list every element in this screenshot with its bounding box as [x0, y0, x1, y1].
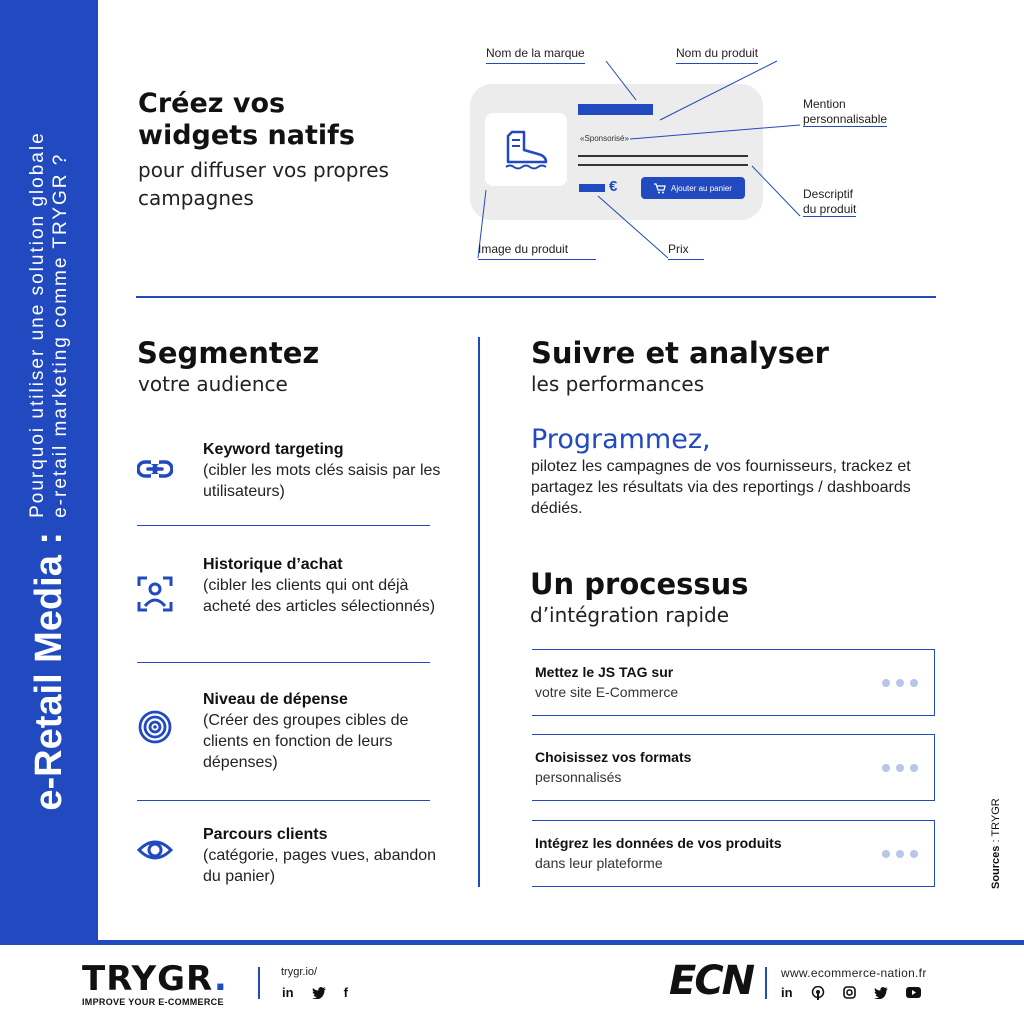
trygr-logo-text: TRYGR — [82, 959, 214, 999]
sources-value: : TRYGR — [990, 798, 1002, 846]
link-icon — [137, 451, 173, 487]
twitter-icon[interactable] — [312, 987, 326, 999]
currency-symbol: € — [609, 178, 618, 195]
instagram-icon[interactable] — [843, 986, 856, 999]
widget-title-line2: widgets natifs — [138, 120, 355, 151]
twitter-icon[interactable] — [874, 987, 888, 999]
segment-title: Segmentez — [137, 336, 320, 370]
trygr-logo-dot: . — [213, 959, 228, 999]
target-icon — [137, 709, 173, 745]
callout-brand: Nom de la marque — [486, 46, 585, 64]
sidebar-subtitle-line2: e-retail marketing comme TRYGR ? — [50, 152, 71, 518]
step-title: Intégrez les données de vos produits — [535, 835, 782, 851]
add-to-cart-label: Ajouter au panier — [671, 183, 732, 193]
linkedin-icon[interactable]: in — [781, 985, 793, 1000]
segment-item-desc: (cibler les clients qui ont déjà acheté des articles sélectionnés) — [203, 577, 436, 615]
segment-subtitle: votre audience — [138, 372, 288, 396]
callout-product: Nom du produit — [676, 46, 758, 64]
process-step-1 — [532, 649, 935, 716]
segment-separator — [137, 662, 430, 663]
program-description: pilotez les campagnes de vos fournisseurs, trackez et partagez les résultats via des reportings / dashboards dédiés. — [531, 458, 911, 517]
callout-description — [803, 187, 856, 217]
footer-top-border — [0, 940, 1024, 945]
widget-subtitle-line2: campagnes — [138, 186, 254, 210]
segment-item-title: Niveau de dépense — [203, 691, 348, 708]
sidebar-title: e-Retail Media : — [27, 531, 70, 811]
callout-description-line1: Descriptif — [803, 187, 854, 201]
segment-item-desc: (catégorie, pages vues, abandon du panier) — [203, 847, 437, 885]
segment-item-desc: (cibler les mots clés saisis par les utilisateurs) — [203, 462, 441, 500]
callout-mention-line2: personnalisable — [803, 112, 888, 126]
segment-separator — [137, 800, 430, 801]
eye-icon — [137, 832, 173, 868]
linkedin-icon[interactable]: in — [282, 985, 294, 1000]
trygr-social-links — [282, 985, 348, 1000]
callout-image: Image du produit — [478, 242, 596, 260]
segment-item-title: Parcours clients — [203, 826, 328, 843]
callout-mention — [803, 97, 887, 127]
facebook-icon[interactable]: f — [343, 985, 348, 1000]
sources-label: Sources — [990, 845, 1002, 889]
trygr-tagline: IMPROVE YOUR E-COMMERCE — [82, 997, 224, 1007]
segment-item-spending — [137, 689, 430, 779]
dots-icon — [882, 850, 918, 858]
section-divider — [136, 296, 936, 298]
widget-title-line1: Créez vos — [138, 88, 286, 119]
step-title: Mettez le JS TAG sur — [535, 664, 674, 680]
segment-item-journey — [137, 824, 437, 894]
ecn-url-link[interactable]: www.ecommerce-nation.fr — [781, 966, 927, 980]
sources-note — [990, 798, 1002, 889]
segment-item-history — [137, 554, 436, 644]
process-subtitle: d’intégration rapide — [530, 603, 730, 627]
segment-item-desc: (Créer des groupes cibles de clients en fonction de leurs dépenses) — [203, 712, 409, 771]
dots-icon — [882, 764, 918, 772]
step-desc: dans leur plateforme — [535, 855, 663, 871]
dots-icon — [882, 679, 918, 687]
step-title: Choisissez vos formats — [535, 749, 692, 765]
ecn-logo[interactable]: ECN — [669, 958, 754, 1004]
callout-description-line2: du produit — [803, 202, 857, 216]
process-step-3 — [532, 820, 935, 887]
segment-item-title: Historique d’achat — [203, 556, 343, 573]
podcast-icon[interactable] — [811, 986, 825, 1000]
user-scan-icon — [137, 576, 173, 612]
step-desc: votre site E-Commerce — [535, 684, 679, 700]
column-divider — [478, 337, 480, 887]
analyse-title: Suivre et analyser — [531, 336, 829, 370]
process-title: Un processus — [530, 567, 749, 601]
callout-mention-line1: Mention — [803, 97, 846, 111]
callout-price: Prix — [668, 242, 704, 260]
ecn-social-links — [781, 985, 921, 1000]
youtube-icon[interactable] — [906, 987, 921, 998]
segment-separator — [137, 525, 430, 526]
analyse-subtitle: les performances — [531, 372, 705, 396]
sidebar-subtitle-line1: Pourquoi utiliser une solution globale — [27, 131, 48, 518]
program-title: Programmez, — [531, 424, 711, 455]
footer-separator — [258, 967, 260, 999]
step-desc: personnalisés — [535, 769, 622, 785]
trygr-logo[interactable] — [82, 959, 228, 999]
sponsored-label: «Sponsorisé» — [580, 134, 629, 143]
footer-separator — [765, 967, 767, 999]
trygr-url-link[interactable]: trygr.io/ — [281, 966, 318, 978]
segment-item-keyword — [137, 439, 441, 519]
process-step-2 — [532, 734, 935, 801]
widget-subtitle-line1: pour diffuser vos propres — [138, 158, 389, 182]
segment-item-title: Keyword targeting — [203, 441, 344, 458]
